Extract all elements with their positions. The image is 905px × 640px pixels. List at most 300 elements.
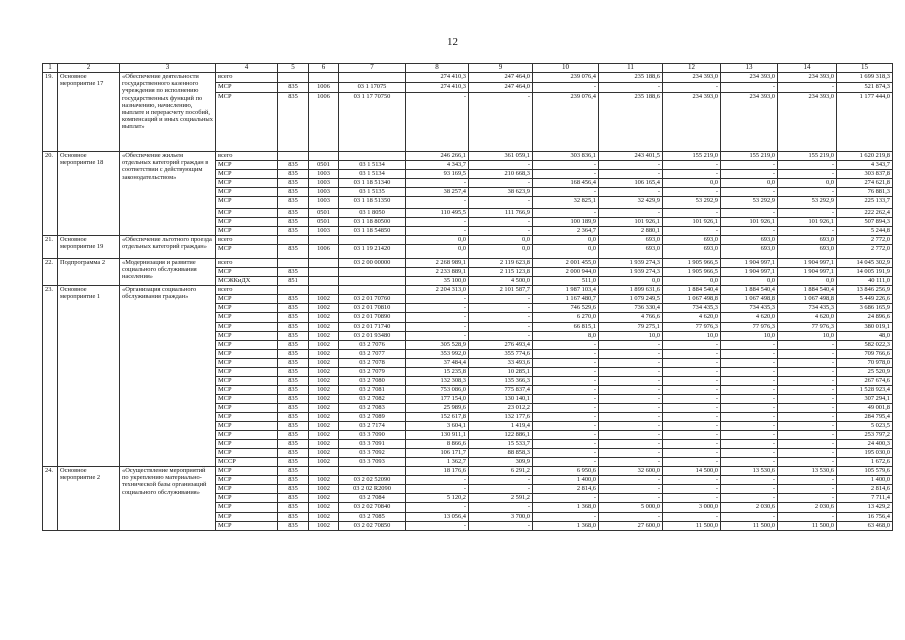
cell-rzpr: [309, 236, 339, 245]
cell-y2014: 110 495,5: [406, 209, 469, 218]
cell-y2019: -: [721, 377, 778, 386]
cell-y2015: 2 101 587,7: [469, 286, 533, 295]
program-title: «Обеспечение льготного проезда отдельных категорий граждан»: [120, 236, 216, 259]
cell-y2019: -: [721, 449, 778, 458]
cell-rzpr: 1006: [309, 83, 339, 93]
cell-y2018: 693,0: [663, 245, 721, 259]
cell-y2016: 2 000 944,0: [533, 268, 599, 277]
cell-customer: МСР: [216, 227, 278, 236]
cell-y2020: 2 030,6: [778, 503, 837, 513]
cell-y2020: -: [778, 395, 837, 404]
cell-y2019: 1 904 997,1: [721, 268, 778, 277]
table-body: [43, 64, 893, 531]
cell-rzpr: 1002: [309, 368, 339, 377]
header-row: [43, 64, 893, 73]
cell-customer: МСР: [216, 161, 278, 170]
cell-y2014: 2 233 889,1: [406, 268, 469, 277]
cell-y2018: 14 500,0: [663, 467, 721, 476]
cell-y2018: -: [663, 513, 721, 522]
cell-y2019: -: [721, 386, 778, 395]
cell-y2018: 101 926,1: [663, 218, 721, 227]
cell-total: 25 520,9: [837, 368, 893, 377]
program-name: Основное мероприятие 17: [58, 73, 120, 152]
cell-customer: МСР: [216, 449, 278, 458]
cell-target-article: 03 1 19 21420: [339, 245, 406, 259]
cell-target-article: 03 2 7082: [339, 395, 406, 404]
cell-grbs: 835: [278, 245, 309, 259]
cell-y2015: 2 591,2: [469, 494, 533, 503]
cell-rzpr: 1002: [309, 350, 339, 359]
cell-grbs: 835: [278, 494, 309, 503]
cell-target-article: 03 1 18 80500: [339, 218, 406, 227]
cell-customer: МСР: [216, 245, 278, 259]
cell-y2015: -: [469, 313, 533, 323]
cell-y2014: 246 266,1: [406, 152, 469, 161]
cell-y2019: -: [721, 476, 778, 485]
cell-y2018: -: [663, 368, 721, 377]
cell-y2014: 130 911,1: [406, 431, 469, 440]
cell-y2014: 177 154,0: [406, 395, 469, 404]
cell-y2016: 2 814,6: [533, 485, 599, 494]
cell-target-article: [339, 73, 406, 83]
cell-y2015: 1 419,4: [469, 422, 533, 431]
cell-y2014: 93 169,5: [406, 170, 469, 179]
cell-y2018: 1 884 540,4: [663, 286, 721, 295]
cell-rzpr: 1002: [309, 431, 339, 440]
cell-rzpr: 1002: [309, 313, 339, 323]
cell-grbs: 835: [278, 522, 309, 531]
column-header: 10: [533, 64, 599, 73]
cell-y2019: -: [721, 485, 778, 494]
cell-y2016: 6 270,0: [533, 313, 599, 323]
cell-target-article: 03 2 01 70760: [339, 295, 406, 304]
cell-y2018: -: [663, 341, 721, 350]
cell-y2017: -: [599, 188, 663, 197]
cell-y2015: 15 533,7: [469, 440, 533, 449]
cell-target-article: [339, 467, 406, 476]
cell-y2015: 111 766,9: [469, 209, 533, 218]
cell-target-article: 03 2 7089: [339, 413, 406, 422]
cell-rzpr: 1002: [309, 304, 339, 313]
cell-y2015: 276 493,4: [469, 341, 533, 350]
program-name: Основное мероприятие 19: [58, 236, 120, 259]
cell-grbs: 835: [278, 503, 309, 513]
cell-y2020: -: [778, 359, 837, 368]
cell-y2020: -: [778, 377, 837, 386]
cell-y2020: 1 904 997,1: [778, 259, 837, 268]
cell-target-article: 03 1 18 51340: [339, 179, 406, 188]
cell-y2019: 1 884 540,4: [721, 286, 778, 295]
cell-y2015: 38 623,9: [469, 188, 533, 197]
cell-target-article: 03 3 7092: [339, 449, 406, 458]
cell-y2016: -: [533, 513, 599, 522]
cell-customer: МСР: [216, 209, 278, 218]
cell-rzpr: 1002: [309, 341, 339, 350]
cell-y2018: -: [663, 413, 721, 422]
cell-y2020: 10,0: [778, 332, 837, 341]
cell-y2019: -: [721, 83, 778, 93]
cell-customer: МСР: [216, 404, 278, 413]
cell-y2017: -: [599, 413, 663, 422]
cell-y2018: 693,0: [663, 236, 721, 245]
cell-y2017: 235 188,6: [599, 93, 663, 152]
cell-target-article: 03 2 01 71740: [339, 323, 406, 332]
cell-y2016: -: [533, 209, 599, 218]
cell-y2018: -: [663, 422, 721, 431]
cell-rzpr: [309, 467, 339, 476]
cell-y2017: 0,0: [599, 277, 663, 286]
cell-y2014: -: [406, 503, 469, 513]
column-header: 5: [278, 64, 309, 73]
cell-customer: МСР: [216, 341, 278, 350]
cell-total: 7 711,4: [837, 494, 893, 503]
cell-y2018: -: [663, 359, 721, 368]
cell-y2016: 6 950,6: [533, 467, 599, 476]
cell-rzpr: 1003: [309, 188, 339, 197]
cell-y2014: -: [406, 522, 469, 531]
cell-y2017: -: [599, 485, 663, 494]
program-name: Основное мероприятие 2: [58, 467, 120, 531]
cell-y2020: -: [778, 485, 837, 494]
cell-rzpr: [309, 268, 339, 277]
cell-y2016: -: [533, 431, 599, 440]
cell-target-article: 03 2 7174: [339, 422, 406, 431]
cell-total: 253 797,2: [837, 431, 893, 440]
cell-y2015: 135 366,3: [469, 377, 533, 386]
cell-y2018: -: [663, 377, 721, 386]
cell-y2018: -: [663, 161, 721, 170]
cell-customer: МСР: [216, 350, 278, 359]
cell-y2016: -: [533, 161, 599, 170]
cell-rzpr: 1002: [309, 323, 339, 332]
cell-y2017: 235 188,6: [599, 73, 663, 83]
cell-rzpr: 0501: [309, 209, 339, 218]
cell-y2014: 25 989,6: [406, 404, 469, 413]
cell-rzpr: 1003: [309, 197, 339, 209]
cell-grbs: 835: [278, 218, 309, 227]
cell-y2015: -: [469, 218, 533, 227]
cell-y2016: -: [533, 458, 599, 467]
cell-total: 303 837,8: [837, 170, 893, 179]
cell-target-article: 03 1 8050: [339, 209, 406, 218]
cell-y2014: 3 604,1: [406, 422, 469, 431]
cell-target-article: 03 2 7076: [339, 341, 406, 350]
table-row: [43, 73, 893, 83]
cell-y2016: -: [533, 494, 599, 503]
cell-target-article: 03 2 7079: [339, 368, 406, 377]
cell-y2018: -: [663, 449, 721, 458]
cell-y2020: 53 292,9: [778, 197, 837, 209]
cell-y2020: 1 067 498,8: [778, 295, 837, 304]
cell-target-article: 03 2 7084: [339, 494, 406, 503]
cell-y2015: -: [469, 179, 533, 188]
cell-target-article: 03 2 7085: [339, 513, 406, 522]
cell-customer: МСР: [216, 395, 278, 404]
cell-total: 521 874,3: [837, 83, 893, 93]
cell-y2017: -: [599, 440, 663, 449]
program-title: «Осуществление мероприятий по укреплению материально-технической базы организаций социального обслуживания»: [120, 467, 216, 531]
cell-y2016: 0,0: [533, 245, 599, 259]
cell-y2018: -: [663, 440, 721, 449]
column-header: 9: [469, 64, 533, 73]
cell-total: 14 045 302,9: [837, 259, 893, 268]
cell-y2017: 2 880,1: [599, 227, 663, 236]
cell-y2020: -: [778, 458, 837, 467]
cell-y2016: 32 825,1: [533, 197, 599, 209]
cell-y2018: 53 292,9: [663, 197, 721, 209]
cell-y2014: -: [406, 323, 469, 332]
cell-y2017: 1 939 274,3: [599, 268, 663, 277]
cell-y2019: -: [721, 209, 778, 218]
cell-y2016: -: [533, 170, 599, 179]
cell-y2020: -: [778, 476, 837, 485]
cell-rzpr: 1002: [309, 295, 339, 304]
cell-grbs: 835: [278, 304, 309, 313]
cell-total: 1 400,0: [837, 476, 893, 485]
cell-y2017: -: [599, 458, 663, 467]
cell-target-article: 03 2 7080: [339, 377, 406, 386]
cell-y2017: -: [599, 83, 663, 93]
cell-total: 2 772,0: [837, 245, 893, 259]
cell-rzpr: 1002: [309, 404, 339, 413]
cell-y2018: -: [663, 227, 721, 236]
cell-y2015: 2 115 123,8: [469, 268, 533, 277]
cell-total: 1 699 318,3: [837, 73, 893, 83]
cell-y2016: 8,0: [533, 332, 599, 341]
cell-y2016: 1 368,0: [533, 522, 599, 531]
cell-y2019: -: [721, 188, 778, 197]
page-number: 12: [447, 36, 458, 48]
cell-target-article: [339, 277, 406, 286]
cell-y2017: -: [599, 422, 663, 431]
column-header: 8: [406, 64, 469, 73]
cell-customer: МСР: [216, 377, 278, 386]
cell-target-article: 03 2 01 70890: [339, 313, 406, 323]
cell-y2016: 168 456,4: [533, 179, 599, 188]
cell-grbs: 835: [278, 93, 309, 152]
cell-y2016: -: [533, 440, 599, 449]
cell-y2018: -: [663, 458, 721, 467]
cell-y2015: -: [469, 503, 533, 513]
cell-total: 1 672,6: [837, 458, 893, 467]
cell-y2020: -: [778, 350, 837, 359]
cell-y2014: 132 308,3: [406, 377, 469, 386]
cell-rzpr: 1003: [309, 227, 339, 236]
cell-y2020: -: [778, 386, 837, 395]
cell-y2016: -: [533, 368, 599, 377]
cell-y2017: -: [599, 209, 663, 218]
cell-y2016: -: [533, 83, 599, 93]
cell-y2017: -: [599, 359, 663, 368]
cell-y2019: -: [721, 341, 778, 350]
table-row: [43, 236, 893, 245]
cell-y2014: 37 484,4: [406, 359, 469, 368]
cell-y2015: 309,9: [469, 458, 533, 467]
cell-y2015: 10 285,1: [469, 368, 533, 377]
row-number: 19.: [43, 73, 58, 152]
cell-y2018: 11 500,0: [663, 522, 721, 531]
cell-y2018: -: [663, 188, 721, 197]
cell-y2017: -: [599, 377, 663, 386]
cell-rzpr: 1002: [309, 476, 339, 485]
cell-y2017: 1 899 631,6: [599, 286, 663, 295]
cell-y2019: 693,0: [721, 245, 778, 259]
row-number: 20.: [43, 152, 58, 236]
cell-customer: МССР: [216, 458, 278, 467]
cell-y2020: -: [778, 413, 837, 422]
cell-y2017: -: [599, 513, 663, 522]
cell-customer: всего: [216, 236, 278, 245]
cell-grbs: 835: [278, 458, 309, 467]
cell-rzpr: [309, 73, 339, 83]
cell-target-article: 03 3 7093: [339, 458, 406, 467]
cell-rzpr: 1006: [309, 245, 339, 259]
cell-y2018: 0,0: [663, 179, 721, 188]
cell-customer: МСР: [216, 467, 278, 476]
cell-y2018: 1 067 498,8: [663, 295, 721, 304]
cell-y2014: -: [406, 304, 469, 313]
cell-y2016: -: [533, 188, 599, 197]
cell-customer: МСР: [216, 440, 278, 449]
cell-y2020: 4 620,0: [778, 313, 837, 323]
cell-y2017: 736 330,4: [599, 304, 663, 313]
cell-grbs: 835: [278, 227, 309, 236]
cell-customer: МСР: [216, 422, 278, 431]
column-header: 13: [721, 64, 778, 73]
cell-grbs: 835: [278, 368, 309, 377]
cell-y2015: -: [469, 476, 533, 485]
cell-target-article: 03 2 7083: [339, 404, 406, 413]
row-number: 23.: [43, 286, 58, 467]
cell-y2016: 303 836,1: [533, 152, 599, 161]
cell-y2014: 38 257,4: [406, 188, 469, 197]
cell-target-article: 03 3 7090: [339, 431, 406, 440]
cell-y2015: 6 291,2: [469, 467, 533, 476]
cell-y2019: -: [721, 227, 778, 236]
cell-y2014: -: [406, 93, 469, 152]
cell-y2015: -: [469, 332, 533, 341]
cell-y2019: 0,0: [721, 277, 778, 286]
cell-total: 40 111,0: [837, 277, 893, 286]
cell-grbs: 835: [278, 377, 309, 386]
cell-y2019: 10,0: [721, 332, 778, 341]
cell-y2014: 353 992,0: [406, 350, 469, 359]
cell-rzpr: 1002: [309, 332, 339, 341]
cell-target-article: [339, 152, 406, 161]
cell-y2017: 10,0: [599, 332, 663, 341]
cell-rzpr: [309, 152, 339, 161]
cell-y2017: -: [599, 341, 663, 350]
cell-y2016: 746 529,6: [533, 304, 599, 313]
cell-total: 76 881,3: [837, 188, 893, 197]
cell-y2017: -: [599, 386, 663, 395]
cell-grbs: 835: [278, 332, 309, 341]
cell-customer: МСР: [216, 494, 278, 503]
cell-y2018: 1 905 966,5: [663, 259, 721, 268]
cell-y2016: 1 368,0: [533, 503, 599, 513]
cell-y2014: -: [406, 179, 469, 188]
cell-grbs: 835: [278, 431, 309, 440]
cell-y2017: 5 000,0: [599, 503, 663, 513]
cell-rzpr: 0501: [309, 161, 339, 170]
cell-y2020: 0,0: [778, 179, 837, 188]
cell-y2017: 79 275,1: [599, 323, 663, 332]
cell-y2017: 106 165,4: [599, 179, 663, 188]
cell-y2019: -: [721, 494, 778, 503]
cell-y2015: -: [469, 295, 533, 304]
cell-total: 380 019,1: [837, 323, 893, 332]
cell-total: 70 978,0: [837, 359, 893, 368]
cell-y2020: 693,0: [778, 245, 837, 259]
cell-y2014: 2 268 989,1: [406, 259, 469, 268]
cell-y2018: 10,0: [663, 332, 721, 341]
cell-y2017: 1 079 249,5: [599, 295, 663, 304]
cell-y2019: -: [721, 350, 778, 359]
cell-customer: всего: [216, 152, 278, 161]
cell-y2019: -: [721, 395, 778, 404]
cell-target-article: [339, 268, 406, 277]
cell-grbs: [278, 73, 309, 83]
cell-y2014: 5 120,2: [406, 494, 469, 503]
cell-y2015: 132 177,6: [469, 413, 533, 422]
cell-y2017: 101 926,1: [599, 218, 663, 227]
cell-y2017: -: [599, 368, 663, 377]
cell-target-article: 03 2 02 70840: [339, 503, 406, 513]
cell-grbs: 835: [278, 485, 309, 494]
cell-rzpr: 1003: [309, 170, 339, 179]
cell-grbs: 835: [278, 313, 309, 323]
cell-y2016: 0,0: [533, 236, 599, 245]
cell-total: 1 177 444,0: [837, 93, 893, 152]
cell-target-article: 03 2 7081: [339, 386, 406, 395]
cell-y2018: 3 000,0: [663, 503, 721, 513]
cell-y2018: 155 219,0: [663, 152, 721, 161]
cell-y2019: 234 393,0: [721, 93, 778, 152]
cell-y2016: 239 076,4: [533, 73, 599, 83]
cell-y2020: -: [778, 83, 837, 93]
cell-grbs: [278, 286, 309, 295]
cell-grbs: 835: [278, 467, 309, 476]
cell-y2019: -: [721, 404, 778, 413]
cell-customer: МСР: [216, 503, 278, 513]
cell-y2014: -: [406, 332, 469, 341]
cell-y2016: 1 987 103,4: [533, 286, 599, 295]
cell-customer: МСР: [216, 197, 278, 209]
cell-total: 307 294,1: [837, 395, 893, 404]
cell-customer: МСР: [216, 295, 278, 304]
cell-y2018: 4 620,0: [663, 313, 721, 323]
cell-y2015: 0,0: [469, 236, 533, 245]
cell-target-article: 03 2 7077: [339, 350, 406, 359]
cell-customer: МСР: [216, 513, 278, 522]
cell-y2014: 0,0: [406, 236, 469, 245]
cell-rzpr: 1002: [309, 422, 339, 431]
cell-y2020: 13 530,6: [778, 467, 837, 476]
cell-rzpr: 1002: [309, 513, 339, 522]
cell-customer: всего: [216, 259, 278, 268]
cell-y2014: 0,0: [406, 245, 469, 259]
cell-customer: МСР: [216, 368, 278, 377]
cell-y2014: 753 086,0: [406, 386, 469, 395]
column-header: 2: [58, 64, 120, 73]
cell-target-article: [339, 286, 406, 295]
cell-y2016: 239 076,4: [533, 93, 599, 152]
program-title: «Обеспечение жильем отдельных категорий граждан в соответствии с действующим законодательством»: [120, 152, 216, 236]
cell-y2015: 122 886,1: [469, 431, 533, 440]
cell-y2014: 152 617,8: [406, 413, 469, 422]
cell-y2019: -: [721, 170, 778, 179]
cell-y2017: 4 766,6: [599, 313, 663, 323]
